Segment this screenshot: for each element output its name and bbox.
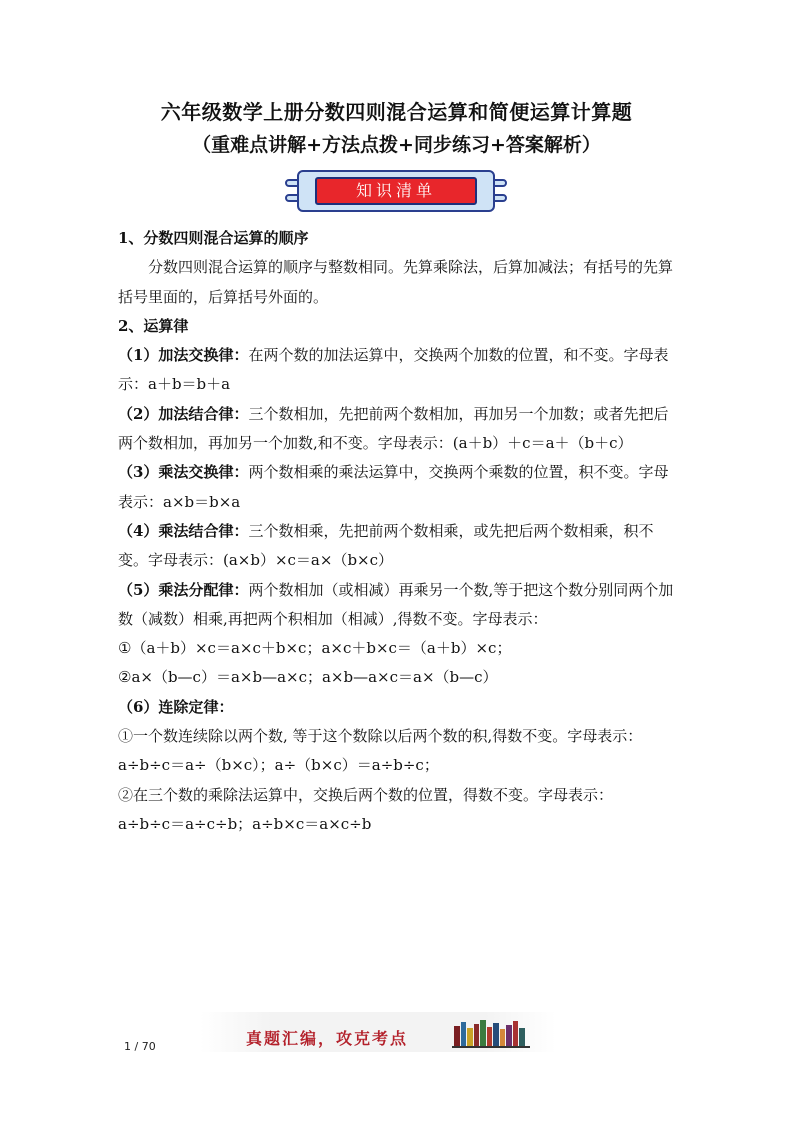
books-icon <box>452 1018 532 1048</box>
section-heading: 2、运算律 <box>118 316 189 335</box>
page-title: 六年级数学上册分数四则混合运算和简便运算计算题 <box>160 100 633 124</box>
law-multiplication-commutative: （3）乘法交换律：两个数相乘的乘法运算中，交换两个乘数的位置，积不变。字母表示：a×b＝b×a <box>118 463 669 511</box>
document-body <box>118 224 678 839</box>
paragraph: ②在三个数的乘除法运算中，交换后两个数的位置，得数不变。字母表示： <box>118 785 614 804</box>
formula-line: a÷b÷c＝a÷（b×c）；a÷（b×c）＝a÷b÷c； <box>118 756 439 775</box>
law-division-rule: （6）连除定律： <box>118 697 234 716</box>
law-multiplication-associative: （4）乘法结合律：三个数相乘，先把前两个数相乘，或先把后两个数相乘，积不变。字母表示：(a×b）×c＝a×（b×c） <box>118 521 654 570</box>
paragraph: 分数四则混合运算的顺序与整数相同。先算乘除法，后算加减法；有括号的先算括号里面的，后算括号外面的。 <box>118 258 674 306</box>
law-addition-associative: （2）加法结合律：三个数相加，先把前两个数相加，再加另一个加数；或者先把后两个数相加，再加另一个加数,和不变。字母表示：(a＋b）＋c＝a＋（b＋c） <box>118 404 669 453</box>
page-subtitle: （重难点讲解+方法点拨+同步练习+答案解析） <box>192 134 601 156</box>
formula-line: ②a×（b—c）＝a×b—a×c；a×b—a×c＝a×（b—c） <box>118 668 498 687</box>
formula-line: ①（a＋b）×c＝a×c＋b×c；a×c＋b×c＝（a＋b）×c； <box>118 639 512 658</box>
section-heading: 1、分数四则混合运算的顺序 <box>118 229 309 247</box>
law-addition-commutative: （1）加法交换律：在两个数的加法运算中，交换两个加数的位置，和不变。字母表示：a＋b＝b＋a <box>118 346 669 394</box>
section-banner <box>285 170 507 212</box>
formula-line: a÷b÷c＝a÷c÷b；a÷b×c＝a×c÷b <box>118 814 372 833</box>
footer-slogan: 真题汇编，攻克考点 <box>246 1029 409 1048</box>
law-distributive: （5）乘法分配律：两个数相加（或相减）再乘另一个数,等于把这个数分别同两个加数（减数）相乘,再把两个积相加（相减）,得数不变。字母表示： <box>118 580 674 628</box>
banner-label: 知识清单 <box>315 177 477 205</box>
paragraph: ①一个数连续除以两个数, 等于这个数除以后两个数的积,得数不变。字母表示： <box>118 727 643 746</box>
page-number: 1 / 70 <box>124 1040 156 1053</box>
